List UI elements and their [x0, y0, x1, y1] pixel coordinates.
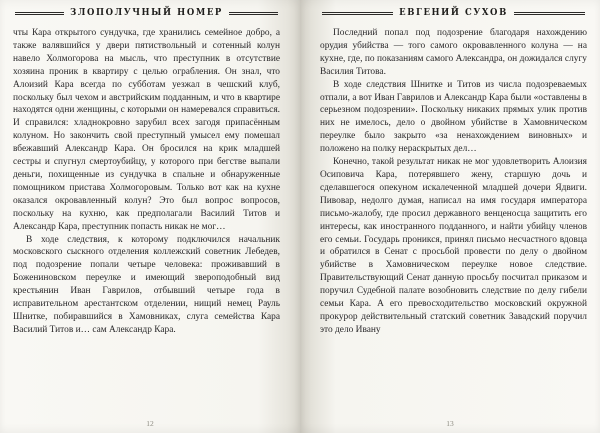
- body-paragraph: Конечно, такой результат никак не мог удовлетворить Алоизия Осиповича Кара, потерявшего жену, старшую дочь и сделавшегося опекуном искалеченной младшей дочери Ядвиги. Пивовар, недолго думая, написал на имя государя императора письмо-жалобу, где просил державного венценосца защитить его интересы, как иностранного подданного, и найти убийцу членов его семьи. Государь проникся, принял письмо несчастного вдовца и обратился в Сенат с просьбой провести по делу о двойном убийстве в Хамовническом переулке новое следствие. Правительствующий Сенат данную просьбу посчитал приказом и поручил Судебной палате возобновить следствие по делу гибели семьи Кара. А его превосходительство московский окружной прокурор действительный статский советник Завадский поручил это дело Ивану: [320, 157, 587, 335]
- body-paragraph: Последний попал под подозрение благодаря нахождению орудия убийства — того самого окровавленного колуна — на кухне, где, по показаниям самого Александра, он дожидался слугу Василия Титова.: [320, 28, 587, 77]
- header-rule: [322, 12, 393, 15]
- right-page: [300, 0, 600, 433]
- body-paragraph: В ходе следствия Шнитке и Титов из числа подозреваемых отпали, а вот Иван Гаврилов и Александр Кара были «оставлены в серьезном подозрении». Поскольку никаких прямых улик против них не имелось, дело о двойном убийстве в Хамовническом переулке было закрыто «за ненахождением виновных» и положено на полку нераскрытых дел…: [320, 79, 587, 155]
- right-page-inner: [300, 0, 600, 433]
- left-running-head: [15, 7, 278, 19]
- header-rule: [229, 12, 278, 15]
- running-head-title: ЗЛОПОЛУЧНЫЙ НОМЕР: [70, 7, 223, 19]
- right-text-block: [320, 27, 587, 337]
- body-paragraph: В ходе следствия, к которому подключился начальник московского сыскного отделения коллежский советник Лебедев, под подозрение попали четыре человека: проживавший в Божениновском переулке и имеющий звероподобный вид крестьянин Иван Гаврилов, отбывший четыре года в исправительном арестантском отделении, нищий немец Рауль Шнитке, побиравшийся в Хамовниках, слуга семейства Кара Василий Титов и… сам Александр Кара.: [13, 234, 280, 335]
- body-paragraph: чты Кара открытого сундучка, где хранились семейное добро, а также валявшийся у двери пятиствольный и сотенный колун навело Холмогорова на мысль, что преступник в отсутствие хозяина проник в квартиру с целью ограбления. Он знал, что Алоизий Кара всегда по субботам уезжал в чешский клуб, поскольку был чехом и австрийским подданным, и что в квартире находятся одни женщины, с которыми он намеревался справиться. И справился: хладнокровно зарубил всех загодя припасённым колуном. Но закончить свой преступный умысел ему помешал вбежавший Александр Кара. Он бросился на крик младшей сестры и спугнул смертоубийцу, у которого при бегстве выпали деньги, похищенные из сундучка в спальне и обнаруженные помощником пристава Холмогоровым. Только вот как на кухне оказался окровавленный колун? Это был вопрос вопросов, поскольку на кухню, как предполагали Василий Титов и Александр Кара, преступник попасть никак не мог…: [13, 28, 280, 232]
- left-text-block: [13, 27, 280, 337]
- header-rule: [15, 12, 64, 15]
- header-rule: [514, 12, 585, 15]
- running-head-author: ЕВГЕНИЙ СУХОВ: [399, 7, 508, 19]
- page-number: 12: [146, 419, 154, 428]
- right-running-head: [322, 7, 585, 19]
- page-number: 13: [446, 419, 454, 428]
